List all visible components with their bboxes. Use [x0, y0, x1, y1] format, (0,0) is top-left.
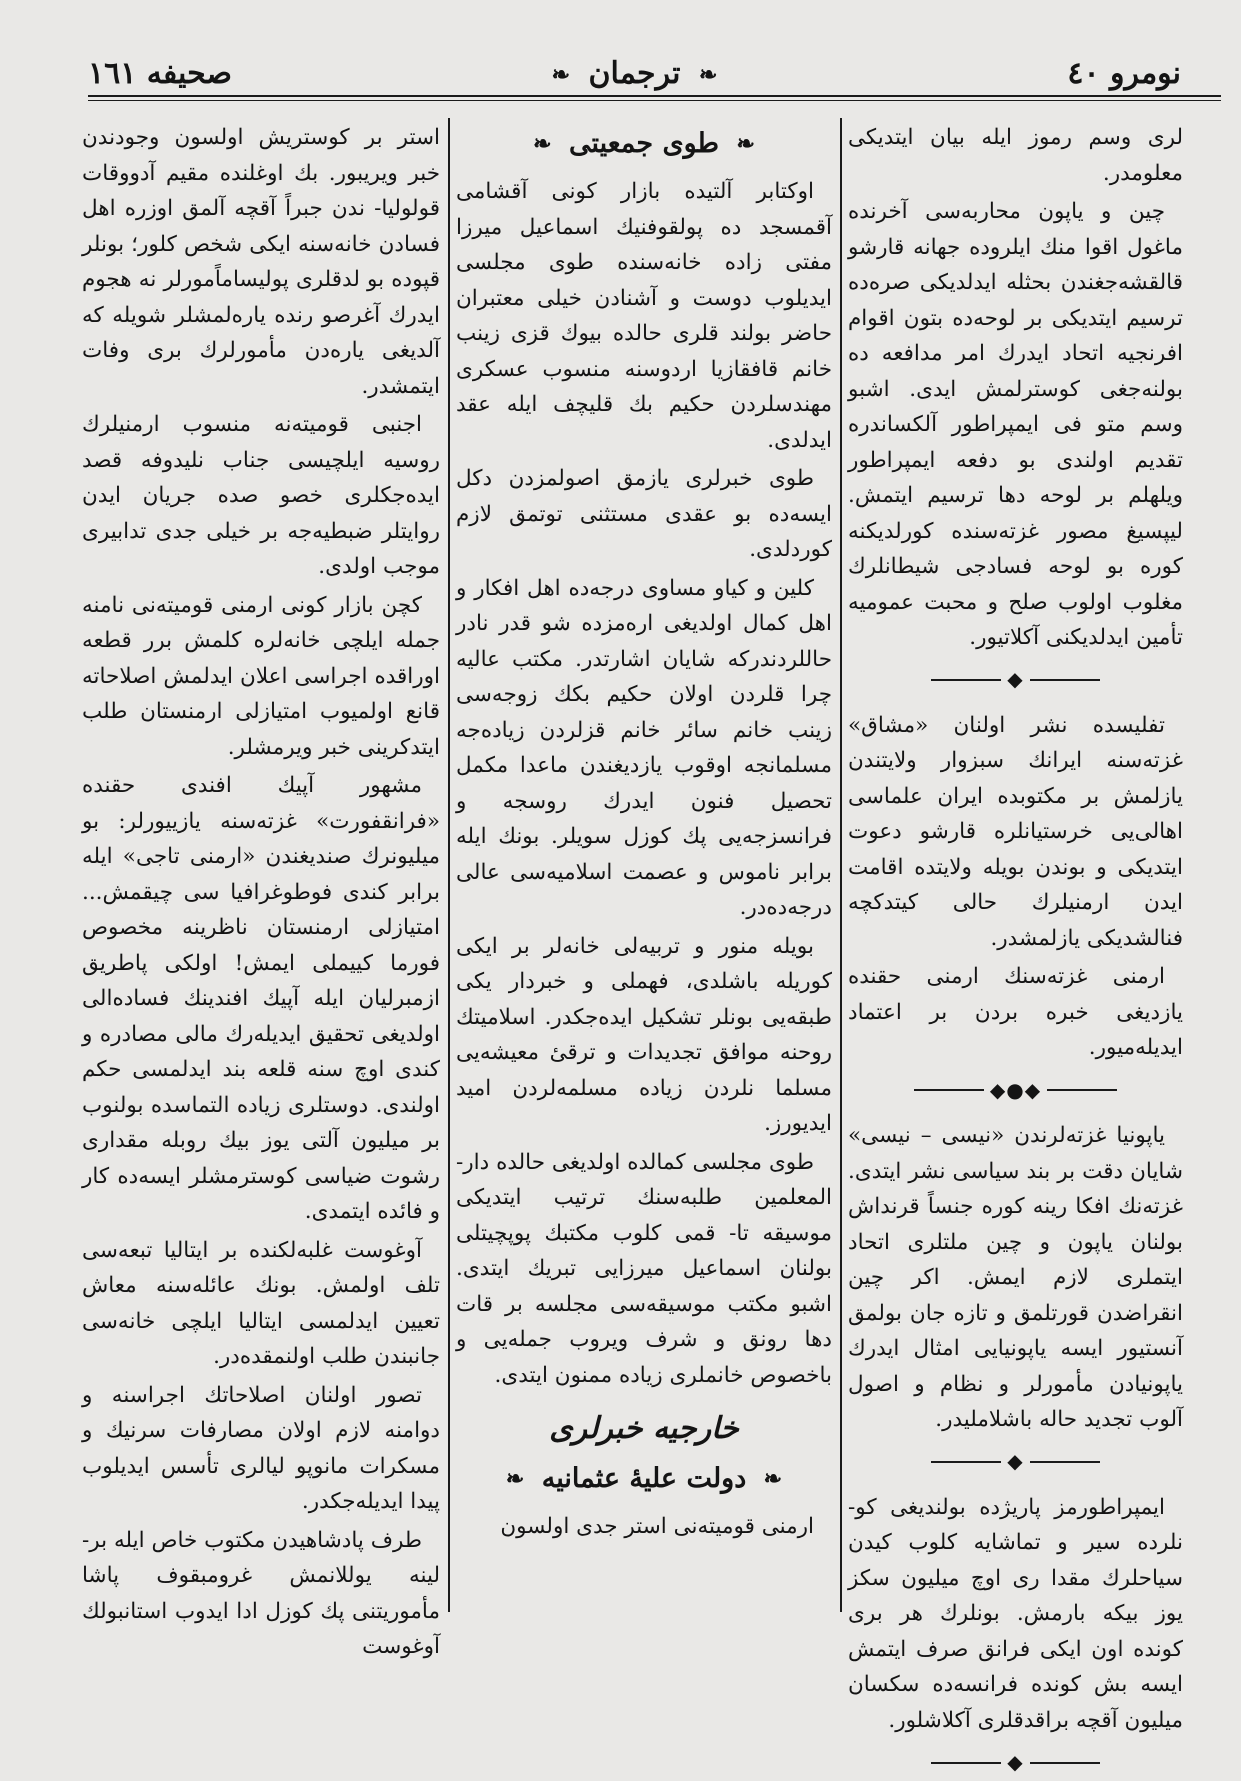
- paragraph: تصور اولنان اصلاحاتك اجراسنه و دوامنه لازم اولان مصارفات سرنیك و مسکرات مانوپو لیالری تأسس ایدیلوب پیدا ایدیله‌جکدر.: [82, 1382, 440, 1514]
- paragraph: طرف پادشاهیدن مکتوب خاص ایله بر- لینه یوللانمش غرومبقوف پاشا مأموریتنی پك کوزل ادا ایدوب استانبولك آوغوست: [82, 1527, 440, 1659]
- paragraph: بویله منور و تربیه‌لی خانه‌لر بر ایکی کوریله باشلدی، فهملی و خبردار یکی طبقه‌یی بونلر تشکیل ایده‌جکدر. اسلامیتك روحنه موافق تجدیدات و ترقیٔ معیشه‌یی مسلما نلردن زیاده مسلمه‌لردن امید ایدیورز.: [456, 933, 832, 1137]
- paragraph: طوی مجلسی کمالده اولدیغی حالده دار- المعلمین طلبه‌سنك ترتیب ایتدیکی موسیقه تا- قمی کلوب مکتبك پوپچیتلی بولنان اسماعیل میرزایی تبریك ایتدی. اشبو مکتب موسیقه‌سی مجلسه بر قات دها رونق و شرف ویروب جمله‌یی و باخصوص خانملری زیاده ممنون ایتدی.: [456, 1149, 832, 1388]
- paragraph: چین و یاپون محاربه‌سی آخرنده ماغول اقوا منك ایلروده جهانه قارشو قالقشه‌جغندن بحثله ایدلدیکی صره‌ده ترسیم ایتدیکی بر لوحه‌ده بتون اقوام افرنجیه اتحاد ایدرك امر مدافعه ده بولنه‌جغی کوسترلمش ایدی. اشبو وسم متو فی ایمپراطور آلکساندره تقدیم اولندی بو دفعه ایمپراطور ویلهلم بر لوحه دها ترسیم ایتمش. لیپسیغ مصور غزته‌سنده کورلدیکنه کوره بو لوحه فسادجی شیطانلرك مغلوب اولوب صلح و محبت عمومیه تأمین ایدلدیکنی آکلاتیور.: [848, 199, 1183, 650]
- article-heading: [456, 126, 832, 162]
- ornament-icon: ❧: [533, 130, 552, 157]
- paragraph: کچن بازار کونی ارمنی قومیته‌نی نامنه جمله ایلچی خانه‌لره کلمش برر قطعه اوراقده اجراسی اعلان ایدلمش اصلاحاته قانع اولمیوب امتیازلی ارمنستان طلب ایتدکرینی خبر ویرمشلر.: [82, 592, 440, 760]
- ornament-icon: ❧: [763, 1465, 783, 1492]
- sub-heading: [456, 1461, 832, 1497]
- diamond-icon: ◆: [1007, 667, 1024, 692]
- subheading-text: دولت علیهٔ عثمانیه: [541, 1462, 747, 1494]
- separator: [848, 1444, 1183, 1480]
- separator: [848, 1072, 1183, 1108]
- column-right: [848, 120, 1183, 1774]
- paragraph: ایمپراطورمز پاریژده بولندیغی کو- نلرده سیر و تماشایه کلوب کیدن سیاحلرك مقدا ری اوچ میلیون سکز یوز بیکه بارمش. بونلرك هر بری کونده اون ایکی فرانق صرف ایتمش ایسه بش کونده فرانسه‌ده سکسان میلیون آقچه براقدقلری آکلاشلور.: [848, 1494, 1183, 1733]
- issue-number: نومرو ٤٠: [1067, 56, 1181, 91]
- diamond-dot-icon: ◆●◆: [989, 1077, 1042, 1102]
- ornament-left-icon: ❧: [698, 62, 718, 88]
- page-number: صحیفه ١٦١: [88, 56, 232, 91]
- separator: [848, 662, 1183, 698]
- column-divider-left: [448, 118, 450, 1612]
- header-rule: [88, 95, 1221, 97]
- heading-text: طوی جمعیتی: [568, 128, 720, 159]
- newspaper-title: ترجمان: [588, 56, 681, 91]
- column-center: [456, 120, 832, 1612]
- ornament-icon: ❧: [736, 130, 755, 157]
- newspaper-title-block: [88, 56, 1181, 91]
- paragraph: طوی خبرلری یازمق اصولمزدن دکل ایسه‌ده بو عقدی مستثنی توتمق لازم کوردلدی.: [456, 466, 832, 563]
- paragraph: کلین و کیاو مساوی درجه‌ده اهل افکار و اهل کمال اولدیغی اره‌مزده شو قدر نادر حاللردندرکه شایان اشارتدر. مکتب عالیه چرا قلردن اولان حکیم بکك زوجه‌سی زینب خانم سائر خانم قزلردن زیاده‌جه مسلمانجه اوقوب یازدیغندن ماعدا مکمل تحصیل فنون ایدرك روسجه و فرانسزجه‌یی پك کوزل سویلر. بونك ایله برابر ناموس و عصمت اسلامیه‌سی عالی درجه‌ده‌در.: [456, 575, 832, 921]
- paragraph: ارمنی غزته‌سنك ارمنی حقنده یازدیغی خبره بردن بر اعتماد ایدیله‌میور.: [848, 964, 1183, 1061]
- paragraph: ارمنی قومیته‌نی استر جدی اولسون: [500, 1514, 814, 1539]
- header-rule-thin: [88, 100, 1221, 101]
- paragraph: لری وسم رموز ایله بیان ایتدیکی معلومدر.: [848, 125, 1183, 186]
- ornament-icon: ❧: [505, 1465, 525, 1492]
- column-left: [82, 120, 440, 1659]
- separator: [848, 1744, 1183, 1780]
- ornament-right-icon: ❧: [551, 62, 571, 88]
- paragraph: اجنبی قومیته‌نه منسوب ارمنیلرك روسیه ایلچیسی جناب نلیدوفه قصد ایده‌جکلری خصو صده جریان ایدن روایتلر ضبطیه‌جه بر خیلی جدی تدابیری موجب اولدی.: [82, 412, 440, 579]
- diamond-icon: ◆: [1007, 1750, 1024, 1774]
- paragraph: استر بر کوستریش اولسون وجودندن خبر ویریبور. بك اوغلنده مقیم آدووقات قولولیا- ندن جبراً آقچه آلمق اوزره اهل فسادن خانه‌سنه ایکی شخص کلور؛ بونلر قپوده بو لدقلری پولیساماًمورلر نه هجوم ایدرك آغرصو رنده یاره‌لمشلر شویله که آلدیغی یاره‌دن مأمورلرك بری وفات ایتمشدر.: [82, 125, 440, 399]
- paragraph: اوکتابر آلتیده بازار کونی آقشامی آقمسجد ده پولقوفنیك اسماعیل میرزا مفتی زاده خانه‌سنده طوی مجلسی ایدیلوب دوست و آشنادن خیلی معتبران حاضر بولند قلری حالده بیوك قزی زینب خانم قافقازیا اردوسنه منسوب عسکری مهندسلردن حکیم بك قلیچف ایله عقد ایدلدی.: [456, 179, 832, 453]
- column-divider-right: [840, 118, 842, 1612]
- section-title: خارجیه خبرلری: [549, 1411, 739, 1447]
- paragraph: تفلیسده نشر اولنان «مشاق» غزته‌سنه ایرانك سبزوار ولایتندن یازلمش بر مکتوبده ایران علماسی اهالی‌یی خرستیانلره قارشو دعوت ایتدیکی و بوندن بویله ولایتده اقامت ایدن ارمنیلرك حالی کیتدکچه فنالشدیکی یازلمشدر.: [848, 712, 1183, 951]
- paragraph: یاپونیا غزته‌لرندن «نیسی – نیسی» شایان دقت بر بند سیاسی نشر ایتدی. غزته‌نك افکا رینه کوره جنساً قرنداش بولنان یاپون و چین ملتلری اتحاد ایتملری لازم ایمش. اکر چین انقراضدن قورتلمق و تازه جان بولمق آنستیور ایسه یاپونیایی امثال ایدرك یاپونیادن مأمورلر و نظام و اصول آلوب تجدید حاله باشلاملیدر.: [848, 1123, 1183, 1432]
- diamond-icon: ◆: [1007, 1449, 1024, 1474]
- paragraph: مشهور آپیك افندی حقنده «فرانقفورت» غزته‌سنه یازییورلر: بو میلیونرك صندیغندن «ارمنی تاجی» ایله برابر کندی فوطوغرافیا سی چیقمش... امتیازلی ارمنستان ناظرینه مخصوص فورما کییملی ایمش! اولکی پاطریق ازمبرلیان ایله آپیك افندینك فساده‌الی اولدیغی تحقیق ایدیله‌رك مالی مصادره و کندی اوچ سنه قلعه بند ایدلمسی حکم اولندی. دوستلری زیاده التماسده بولنوب بر میلیون آلتی یوز بیك روبله مقداری رشوت ضیاسی کوسترمشلر ایسه‌ده کار و فائده ایتمدی.: [82, 773, 440, 1224]
- paragraph: آوغوست غلبه‌لکنده بر ایتالیا تبعه‌سی تلف اولمش. بونك عائله‌سنه معاش تعیین ایدلمسی ایتالیا ایلچی خانه‌سی جانبندن طلب اولنمقده‌در.: [82, 1237, 440, 1369]
